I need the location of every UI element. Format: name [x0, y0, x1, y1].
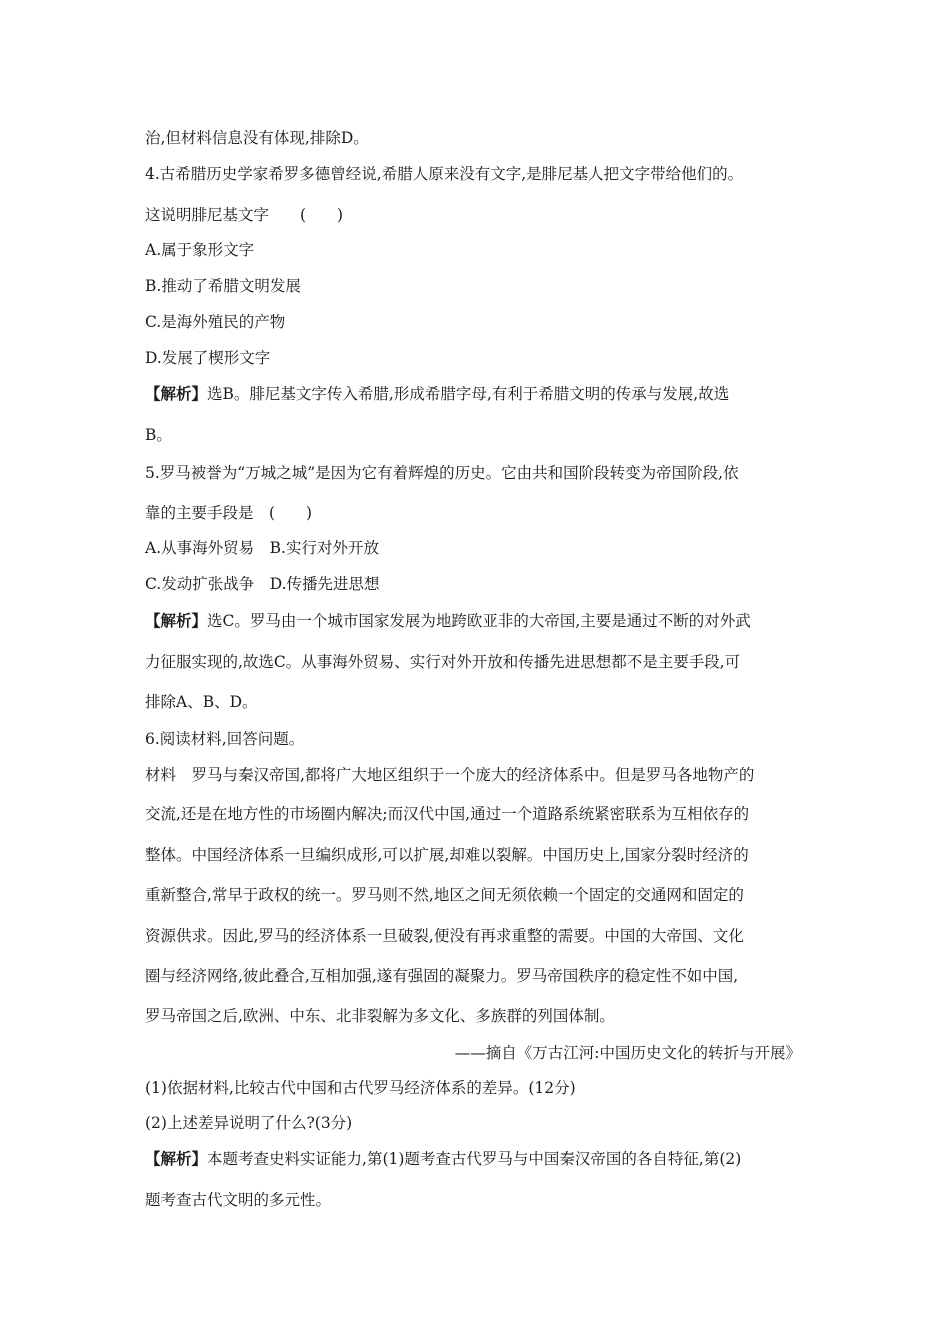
question-4-analysis: B。 — [145, 426, 172, 444]
question-6-part-1: (1)依据材料,比较古代中国和古代罗马经济体系的差异。(12分) — [145, 1079, 576, 1097]
question-5-options: A.从事海外贸易 B.实行对外开放 — [145, 539, 379, 557]
material-paragraph: 整体。中国经济体系一旦编织成形,可以扩展,却难以裂解。中国历史上,国家分裂时经济的 — [145, 846, 749, 864]
material-paragraph: 罗马帝国之后,欧洲、中东、北非裂解为多文化、多族群的列国体制。 — [145, 1007, 615, 1025]
question-5-stem: 5.罗马被誉为“万城之城”是因为它有着辉煌的历史。它由共和国阶段转变为帝国阶段,依 — [145, 464, 739, 482]
question-6-stem: 6.阅读材料,回答问题。 — [145, 730, 305, 748]
material-paragraph: 重新整合,常早于政权的统一。罗马则不然,地区之间无须依赖一个固定的交通网和固定的 — [145, 886, 744, 904]
material-paragraph: 交流,还是在地方性的市场圈内解决;而汉代中国,通过一个道路系统紧密联系为互相依存的 — [145, 805, 750, 823]
material-source: ——摘自《万古江河:中国历史文化的转折与开展》 — [454, 1044, 801, 1062]
question-5-analysis: 力征服实现的,故选C。从事海外贸易、实行对外开放和传播先进思想都不是主要手段,可 — [145, 653, 741, 671]
text-line: 治,但材料信息没有体现,排除D。 — [145, 129, 369, 147]
question-4-analysis — [145, 384, 729, 404]
material-paragraph: 圈与经济网络,彼此叠合,互相加强,遂有强固的凝聚力。罗马帝国秩序的稳定性不如中国, — [145, 967, 739, 985]
analysis-text: 选B。腓尼基文字传入希腊,形成希腊字母,有利于希腊文明的传承与发展,故选 — [207, 385, 730, 403]
question-5-analysis: 排除A、B、D。 — [145, 693, 258, 711]
material-paragraph: 资源供求。因此,罗马的经济体系一旦破裂,便没有再求重整的需要。中国的大帝国、文化 — [145, 927, 744, 945]
question-4-option-d: D.发展了楔形文字 — [145, 349, 271, 367]
analysis-text: 本题考查史料实证能力,第(1)题考查古代罗马与中国秦汉帝国的各自特征,第(2) — [207, 1150, 742, 1168]
question-6-analysis: 题考查古代文明的多元性。 — [145, 1191, 332, 1209]
question-4-option-b: B.推动了希腊文明发展 — [145, 277, 301, 295]
material-paragraph: 材料 罗马与秦汉帝国,都将广大地区组织于一个庞大的经济体系中。但是罗马各地物产的 — [145, 766, 755, 784]
analysis-text: 选C。罗马由一个城市国家发展为地跨欧亚非的大帝国,主要是通过不断的对外武 — [207, 612, 751, 630]
question-5-stem: 靠的主要手段是 ( ) — [145, 504, 313, 522]
question-5-analysis — [145, 611, 751, 631]
analysis-label: 【解析】 — [145, 611, 208, 630]
analysis-label: 【解析】 — [145, 1149, 208, 1168]
question-4-option-c: C.是海外殖民的产物 — [145, 313, 286, 331]
question-4-stem: 4.古希腊历史学家希罗多德曾经说,希腊人原来没有文字,是腓尼基人把文字带给他们的。 — [145, 165, 744, 183]
question-6-part-2: (2)上述差异说明了什么?(3分) — [145, 1114, 353, 1132]
question-6-analysis — [145, 1149, 741, 1169]
analysis-label: 【解析】 — [145, 384, 208, 403]
question-5-options: C.发动扩张战争 D.传播先进思想 — [145, 575, 380, 593]
question-4-stem: 这说明腓尼基文字 ( ) — [145, 206, 344, 224]
question-4-option-a: A.属于象形文字 — [145, 241, 255, 259]
